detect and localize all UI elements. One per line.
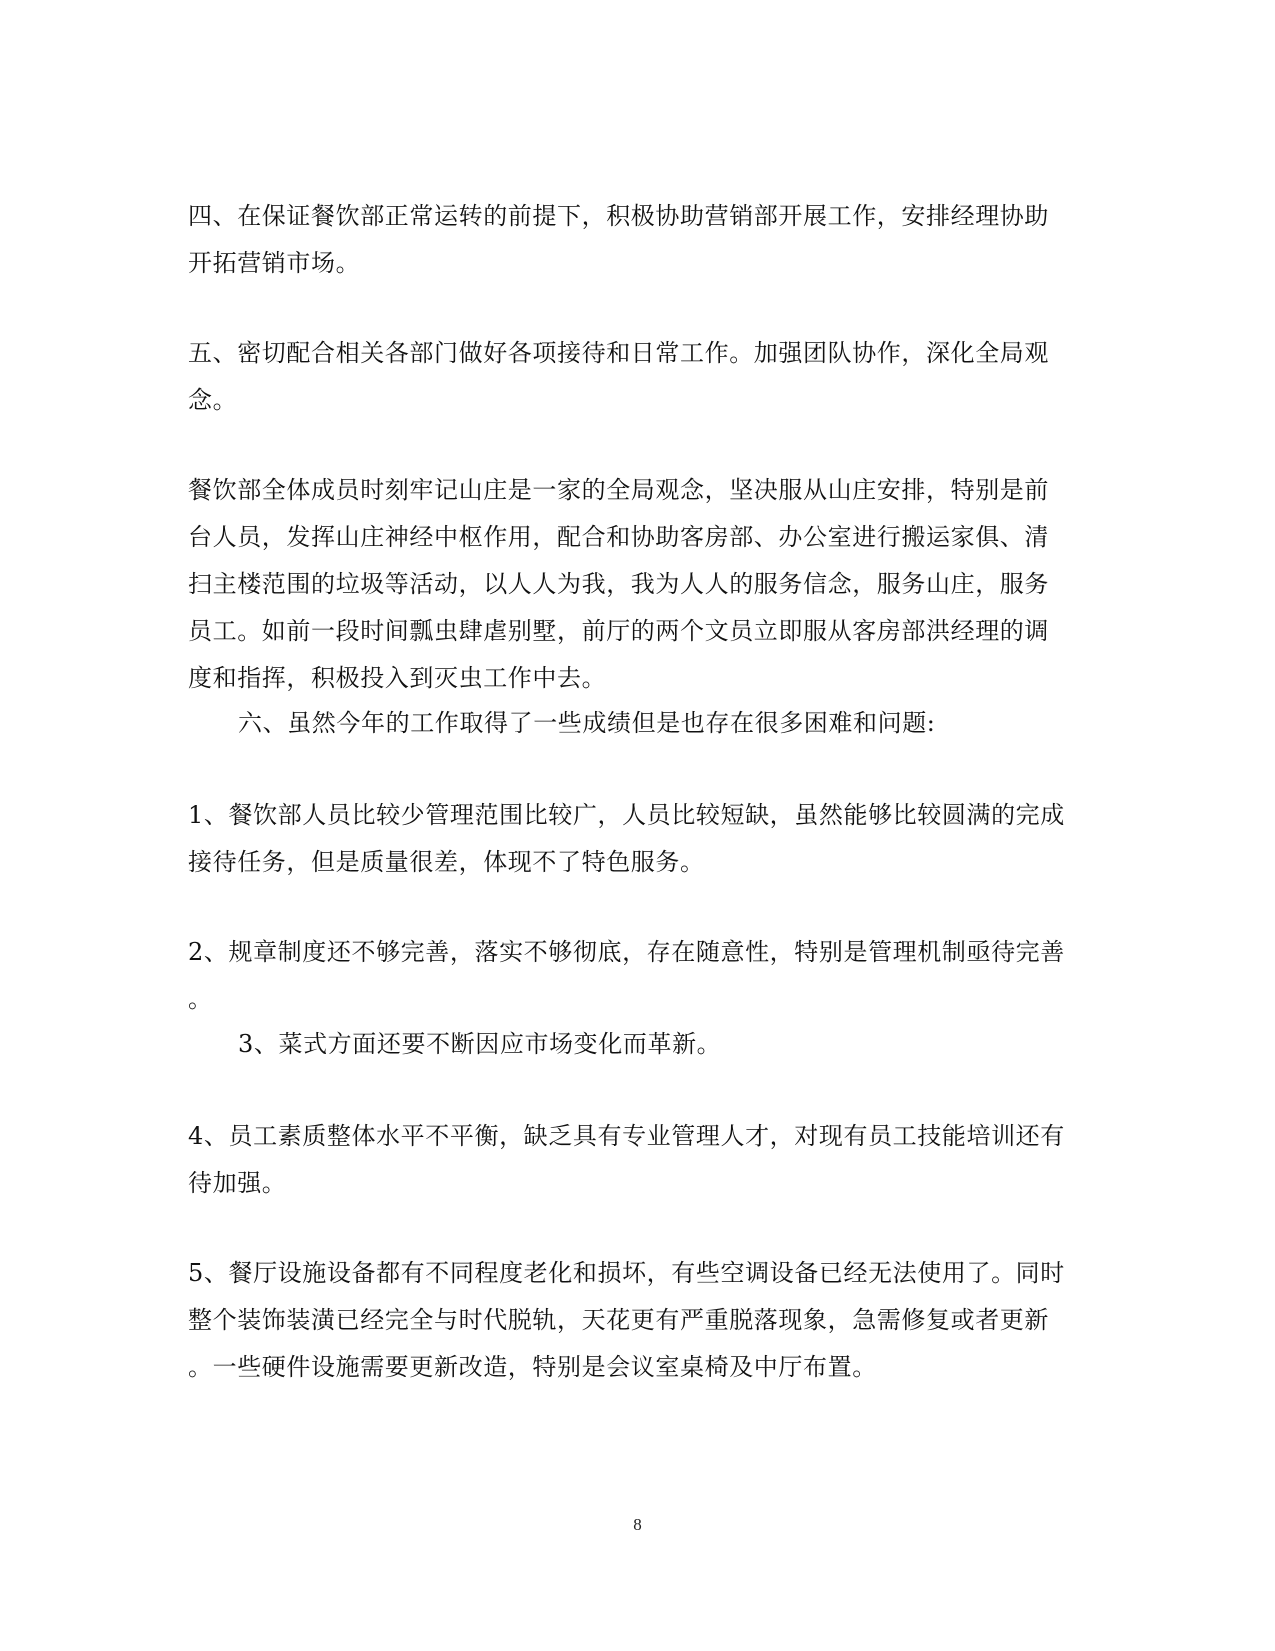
problem-item-3	[238, 1021, 1118, 1068]
text-line: 餐饮部全体成员时刻牢记山庄是一家的全局观念，坚决服从山庄安排，特别是前	[188, 476, 1049, 504]
text-line: 四、在保证餐饮部正常运转的前提下，积极协助营销部开展工作，安排经理协助	[188, 202, 1049, 230]
text-line: 整个装饰装潢已经完全与时代脱轨，天花更有严重脱落现象，急需修复或者更新	[188, 1306, 1049, 1334]
text-line: 五、密切配合相关各部门做好各项接待和日常工作。加强团队协作，深化全局观	[188, 339, 1049, 367]
paragraph-four	[188, 193, 1068, 287]
text-line: 台人员，发挥山庄神经中枢作用，配合和协助客房部、办公室进行搬运家俱、清	[188, 523, 1049, 551]
text-line: 扫主楼范围的垃圾等活动，以人人为我，我为人人的服务信念，服务山庄，服务	[188, 570, 1049, 598]
text-line: 2、规章制度还不够完善，落实不够彻底，存在随意性，特别是管理机制亟待完善	[188, 938, 1065, 966]
paragraph-catering-staff	[188, 467, 1068, 702]
text-line: 六、虽然今年的工作取得了一些成绩但是也存在很多困难和问题:	[238, 709, 936, 737]
text-line: 5、餐厅设施设备都有不同程度老化和损坏，有些空调设备已经无法使用了。同时	[188, 1259, 1065, 1287]
problem-item-1	[188, 792, 1068, 886]
text-line: 1、餐饮部人员比较少管理范围比较广，人员比较短缺，虽然能够比较圆满的完成	[188, 801, 1065, 829]
problem-item-2	[188, 929, 1068, 1023]
page-number: 8	[633, 1515, 642, 1534]
text-line: 4、员工素质整体水平不平衡，缺乏具有专业管理人才，对现有员工技能培训还有	[188, 1122, 1065, 1150]
text-line: 。	[188, 985, 213, 1013]
text-line: 接待任务，但是质量很差，体现不了特色服务。	[188, 848, 705, 876]
problem-item-5	[188, 1250, 1068, 1391]
paragraph-six-heading	[238, 700, 1118, 747]
text-line: 员工。如前一段时间瓢虫肆虐别墅，前厅的两个文员立即服从客房部洪经理的调	[188, 617, 1049, 645]
text-line: 待加强。	[188, 1169, 287, 1197]
text-line: 度和指挥，积极投入到灭虫工作中去。	[188, 664, 607, 692]
problem-item-4	[188, 1113, 1068, 1207]
text-line: 开拓营销市场。	[188, 249, 361, 277]
text-line: 3、菜式方面还要不断因应市场变化而革新。	[238, 1030, 722, 1058]
text-line: 念。	[188, 386, 238, 414]
text-line: 。一些硬件设施需要更新改造，特别是会议室桌椅及中厅布置。	[188, 1353, 877, 1381]
paragraph-five	[188, 330, 1068, 424]
